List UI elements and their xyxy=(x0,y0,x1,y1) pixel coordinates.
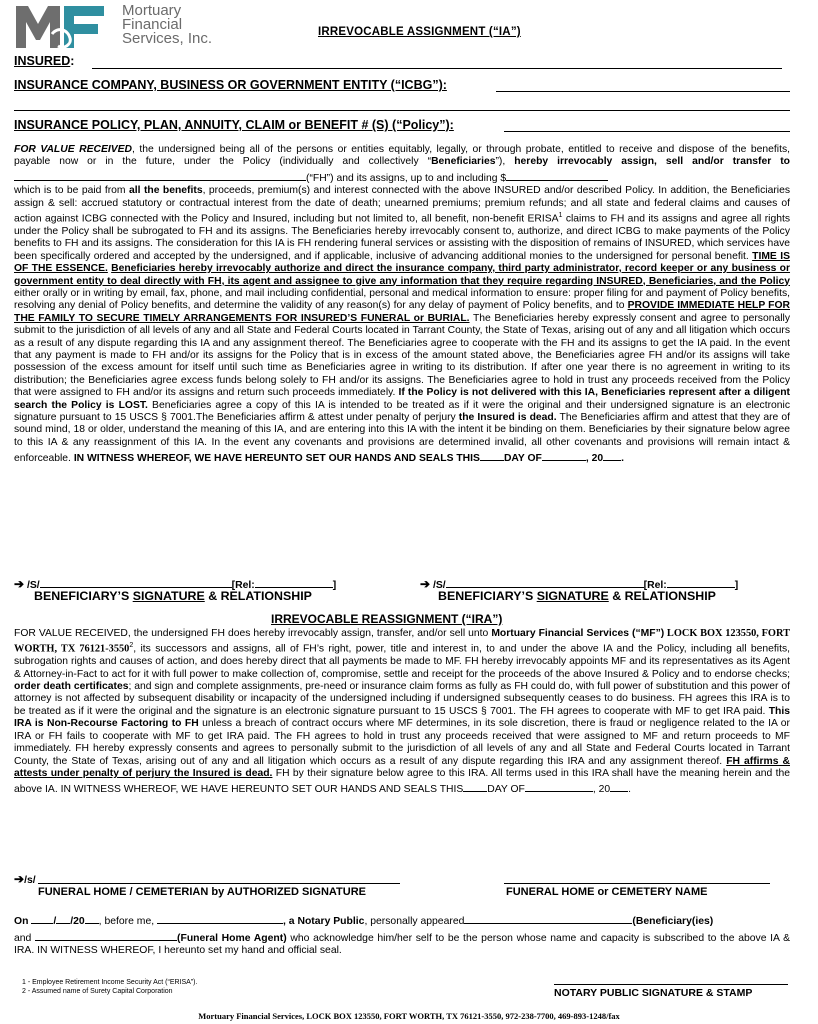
insured-row: INSURED: xyxy=(14,54,75,68)
ira-month-input[interactable] xyxy=(525,780,593,792)
beneficiary-1-caption: BENEFICIARY’S SIGNATURE & RELATIONSHIP xyxy=(34,589,312,603)
fh-name-caption: FUNERAL HOME or CEMETERY NAME xyxy=(506,886,708,898)
fh-name-input[interactable] xyxy=(14,169,306,181)
policy-row xyxy=(14,118,788,132)
arrow-right-icon: ➔ xyxy=(14,872,25,886)
page-footer: Mortuary Financial Services, LOCK BOX 123550, FORT WORTH, TX 76121-3550, 972-238-7700, 469-893-1248/fax xyxy=(198,1011,620,1021)
notary-year-input[interactable] xyxy=(85,912,99,924)
beneficiary-signature-1: ➔ /S/ [Rel: ] xyxy=(14,577,337,591)
notary-day-input[interactable] xyxy=(56,912,70,924)
ia-month-input[interactable] xyxy=(542,449,586,461)
agent-appeared-input[interactable] xyxy=(35,929,177,941)
beneficiary-2-relationship-input[interactable] xyxy=(667,576,735,588)
beneficiary-2-signature-input[interactable] xyxy=(446,576,644,588)
ira-year-input[interactable] xyxy=(610,780,628,792)
fh-signature-caption: FUNERAL HOME / CEMETERIAN by AUTHORIZED SIGNATURE xyxy=(38,886,366,898)
insured-label: INSURED xyxy=(14,54,71,68)
ira-body: FOR VALUE RECEIVED, the undersigned FH does hereby irrevocably assign, transfer, and/or sell unto Mortuary Financial Services (“MF”) LOCK BOX 123550, FORT WORTH, TX 76121-3550$^2$, its successors and assigns, all of FH’s right, power, title and interest in, to and under the above IA and the Policy, including all benefits, subrogation rights and causes of action, and does hereby direct that all payments be made to MF. FH hereby irrevocably appoints MF and its representatives as its Agent & Attorney-in-Fact to act for it with full power to make collection of, compromise, settle and receipt for the proceeds of the above Insured & Policy and to endorse checks; order death certificates; and sign and complete assignments, pre-need or insurance claim forms as fully as FH could do, with full power of substitution and this power of attorney is not affected by subsequent disability or incapacity of the undersigned including if undersigned subsequently ceases to do business. FH agrees this IRA is to be treated as if it were the original and the signature is an electronic signature pursuant to 15 USCS § 7001. The FH agrees to cooperate with MF to get IRA paid. This IRA is Non-Recourse Factoring to FH unless a breach of contract occurs where MF determines, in its sole discretion, there is fraud or negligence related to the IA or IRA or FH fails to cooperate with MF to get IRA paid. The FH agrees to hold in trust any proceeds received that were assigned to MF and return proceeds to MF immediately. FH hereby expressly consents and agrees to personally submit to the jurisdiction of all levels of any and all State and Federal Courts located in Tarrant County, the State of Texas, arising out of any and all litigation which occurs as a result of any dispute regarding this IRA and any assignment thereof. FH affirms & attests under penalty of perjury the Insured is dead. FH by their signature below agree to this IRA. All terms used in this IRA shall have the meaning herein and the above IA. IN WITNESS WHEREOF, WE HAVE HEREUNTO SET OUR HANDS AND SEALS THIS DAY OF , 20 . xyxy=(14,628,791,796)
fh-name-signature-input[interactable] xyxy=(504,883,770,884)
arrow-right-icon: ➔ xyxy=(420,577,431,591)
footnote-1: 1 - Employee Retirement Income Security Act (“ERISA”). xyxy=(22,979,198,986)
ia-day-input[interactable] xyxy=(480,449,504,461)
arrow-right-icon: ➔ xyxy=(14,577,25,591)
policy-input[interactable] xyxy=(504,131,790,132)
fh-signature-input[interactable] xyxy=(38,883,400,884)
ira-title: IRREVOCABLE REASSIGNMENT (“IRA”) xyxy=(271,612,503,626)
beneficiary-1-signature-input[interactable] xyxy=(40,576,232,588)
logo-text: Mortuary Financial Services, Inc. xyxy=(122,2,213,47)
notary-block: On / /20 , before me, , a Notary Public, personally appeared (Beneficiary(ies) and (Funeral Home Agent) who acknowledge him/her self to be the person whose name and capacity is subscribed to the above IA & IRA. IN WITNESS WHEREOF, I hereunto set my hand and official seal. xyxy=(14,912,790,958)
ira-day-input[interactable] xyxy=(463,780,487,792)
notary-name-input[interactable] xyxy=(157,912,283,924)
icbg-input-line2[interactable] xyxy=(14,110,790,111)
mfs-logo-icon xyxy=(14,4,106,50)
amount-input[interactable] xyxy=(506,169,608,181)
notary-signature-caption: NOTARY PUBLIC SIGNATURE & STAMP xyxy=(554,987,753,999)
footnotes xyxy=(22,978,197,996)
beneficiary-appeared-input[interactable] xyxy=(464,912,632,924)
notary-month-input[interactable] xyxy=(31,912,53,924)
beneficiary-2-caption: BENEFICIARY’S SIGNATURE & RELATIONSHIP xyxy=(438,589,716,603)
beneficiary-1-relationship-input[interactable] xyxy=(255,576,333,588)
footnote-2: 2 - Assumed name of Surety Capital Corporation xyxy=(22,988,173,995)
ia-body: FOR VALUE RECEIVED, the undersigned being all of the persons or entities equitably, legally, or through probate, entitled to receive and dispose of the benefits, payable now or in the future, under the Policy (individually and collectively “Beneficiaries”), hereby irrevocably assign, sell and/or transfer to (“FH”) and its assigns, up to and including $ which is to be paid from all the benefits, proceeds, premium(s) and interest connected with the above INSURED and/or described Policy. In addition, the Beneficiaries assign & sell: accrued statutory or contractual interest from the date of death; unearned premiums; premium refunds; and all state and federal claims and causes of action against ICBG connected with the Policy and Insured, including but not limited to, all benefit, non-benefit ERISA$^1$ claims to FH and its assigns and agree all rights under the Policy shall be subrogated to FH and its assigns. The Beneficiaries hereby irrevocably consent to, authorize, and direct ICBG to make payments of the Policy benefits to FH and its assigns. The consideration for this IA is FH rendering funeral services or assisting with the disposition of remains of INSURED, which services have been specifically ordered and accepted by the undersigned, and if applicable, inclusive of advancing additional monies to the undersigned for personal benefit. TIME IS OF THE ESSENCE. Beneficiaries hereby irrevocably authorize and direct the insurance company, third party administrator, record keeper or any business or government entity to deal directly with FH, its agent and assignee to give any information that they require regarding INSURED, Beneficiaries, and the Policy either orally or in writing by email, fax, phone, and mail including confidential, personal and medical information to ensure: proper filing for and payment of Policy benefits, resolving any denial of Policy benefits, and determine the validity of any reason(s) for any delay of payment of Policy benefits, and to PROVIDE IMMEDIATE HELP FOR THE FAMILY TO SECURE TIMELY ARRANGEMENTS FOR INSURED’S FUNERAL or BURIAL. The Beneficiaries hereby expressly consent and agree to personally submit to the jurisdiction of all levels of any and all State and Federal Courts located in Tarrant County, the State of Texas, arising out of any and all litigation which occurs as a result of any dispute regarding this IA and any assignment thereof. The Beneficiaries agree to cooperate with the FH and its assigns to get the IA paid. In the event that any payment is made to FH and/or its assigns for the Policy that is in excess of the amount stated above, the Beneficiaries agree FH and/or its assigns will take possession of the excess amount for itself until such time as Beneficiaries agree in writing to its distribution. If after one year there is no agreement in writing to its distribution; the Beneficiaries agree excess funds belong solely to FH and/or its assigns. The Beneficiaries agree to hold in trust any proceeds received from the Policy that were assigned to FH and/or its assigns and return such proceeds immediately. If the Policy is not delivered with this IA, Beneficiaries represent after a diligent search the Policy is LOST. Beneficiaries agree a copy of this IA is intended to be treated as if it were the original and their undersigned signature is an electronic signature pursuant to 15 USCS § 7001.The Beneficiaries affirm & attest under penalty of perjury the Insured is dead. The Beneficiaries affirm and attest that they are of sound mind, 18 or older, understand the meaning of this IA, and are entering into this IA with the intent it be binding on them. Beneficiaries by their signature below agree to this IA & any reassignment of this IA. In the event any covenants and provisions are determined invalid, all other covenants and provisions will remain intact & enforceable. IN WITNESS WHEREOF, WE HAVE HEREUNTO SET OUR HANDS AND SEALS THIS DAY OF , 20 . xyxy=(14,144,791,465)
icbg-input[interactable] xyxy=(496,91,790,92)
ia-year-input[interactable] xyxy=(603,449,621,461)
notary-signature-input[interactable] xyxy=(554,984,788,985)
company-logo xyxy=(14,4,219,54)
policy-label: INSURANCE POLICY, PLAN, ANNUITY, CLAIM or BENEFIT # (S) (“Policy”): xyxy=(14,118,454,132)
fh-signature-row: ➔/s/ xyxy=(14,872,36,886)
insured-input[interactable] xyxy=(92,68,782,69)
document-title: IRREVOCABLE ASSIGNMENT (“IA”) xyxy=(318,26,521,38)
icbg-row xyxy=(14,78,788,92)
icbg-label: INSURANCE COMPANY, BUSINESS OR GOVERNMENT ENTITY (“ICBG”): xyxy=(14,78,447,92)
beneficiary-signature-2: ➔ /S/ [Rel: ] xyxy=(420,577,739,591)
